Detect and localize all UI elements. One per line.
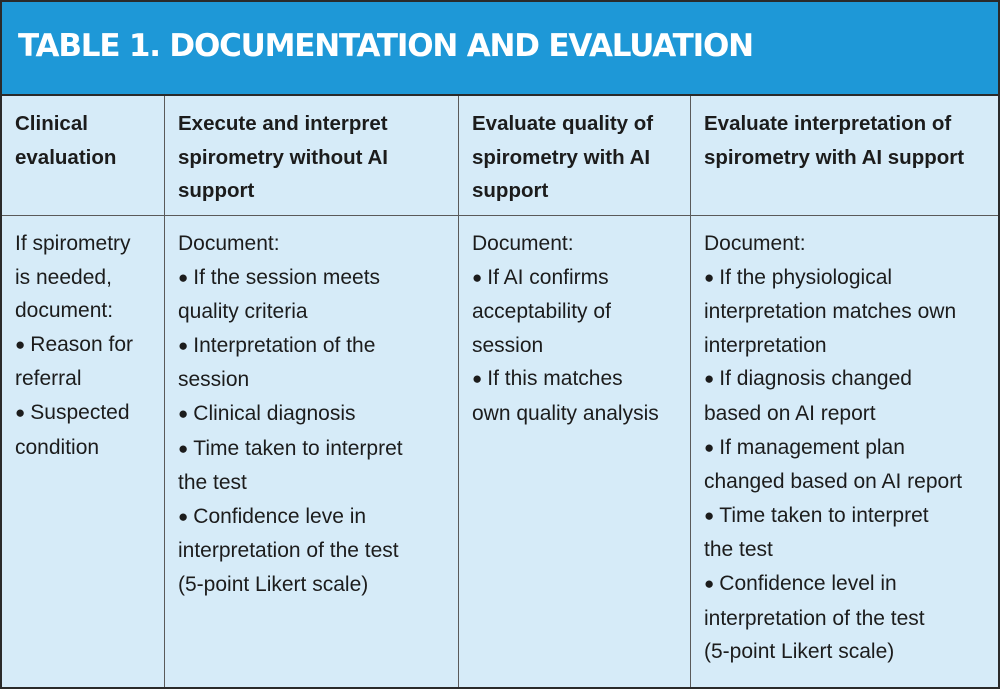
text-line: the test: [178, 471, 247, 495]
text-line: referral: [15, 367, 82, 391]
header-interpretation-with-ai: [691, 96, 998, 174]
bullet-item: ● Clinical diagnosis: [178, 397, 458, 432]
cell-interpretation-with-ai: [691, 216, 998, 669]
text-line: condition: [15, 435, 100, 459]
title-bar: [2, 2, 998, 96]
bullet-item: ● If the session meets: [178, 261, 458, 296]
bullet-item: ● Interpretation of the: [178, 329, 458, 364]
text-line: quality criteria: [178, 300, 308, 324]
bullet-item: ● Time taken to interpret: [178, 432, 458, 467]
header-without-ai: [165, 96, 458, 208]
header-line: support: [178, 179, 255, 203]
bullet-item: ● Confidence level in: [704, 567, 998, 602]
header-line: Execute and interpret: [178, 112, 388, 135]
text-line: Document:: [178, 232, 280, 255]
text-line: (5-point Likert scale): [704, 640, 895, 664]
cell-clinical-evaluation: [2, 216, 164, 464]
text-line: (5-point Likert scale): [178, 572, 369, 596]
text-line: interpretation of the test: [178, 539, 399, 563]
text-line: is needed,: [15, 265, 112, 289]
bullet-item: ● If AI confirms: [472, 261, 690, 296]
bullet-item: ● If this matches: [472, 362, 690, 397]
header-quality-with-ai: [459, 96, 690, 208]
header-line: spirometry with AI: [472, 145, 651, 169]
text-line: session: [472, 333, 544, 357]
text-line: based on AI report: [704, 401, 876, 425]
text-line: interpretation matches own: [704, 300, 957, 324]
header-line: Clinical: [15, 112, 88, 135]
text-line: interpretation of the test: [704, 606, 925, 630]
bullet-item: ● Suspected: [15, 396, 164, 431]
header-clinical-evaluation: [2, 96, 164, 174]
text-line: acceptability of: [472, 300, 611, 324]
bullet-item: ● If the physiological: [704, 261, 998, 296]
text-line: session: [178, 368, 250, 392]
header-line: evaluation: [15, 145, 117, 169]
text-line: If spirometry: [15, 232, 131, 255]
bullet-item: ● If diagnosis changed: [704, 362, 998, 397]
header-line: support: [472, 179, 549, 203]
text-line: document:: [15, 299, 114, 323]
table-title: TABLE 1. DOCUMENTATION AND EVALUATION: [18, 28, 753, 64]
table-grid: [2, 96, 998, 687]
cell-quality-with-ai: [459, 216, 690, 431]
header-line: Evaluate quality of: [472, 112, 654, 135]
header-line: spirometry without AI: [178, 145, 388, 169]
text-line: the test: [704, 538, 773, 562]
header-line: spirometry with AI support: [704, 145, 965, 169]
bullet-item: ● If management plan: [704, 431, 998, 466]
bullet-item: ● Confidence leve in: [178, 500, 458, 535]
cell-without-ai: [165, 216, 458, 602]
bullet-item: ● Reason for: [15, 328, 164, 363]
text-line: Document:: [472, 232, 574, 255]
header-line: Evaluate interpretation of: [704, 112, 952, 135]
text-line: changed based on AI report: [704, 470, 963, 494]
bullet-item: ● Time taken to interpret: [704, 499, 998, 534]
text-line: Document:: [704, 232, 806, 255]
text-line: interpretation: [704, 333, 827, 357]
text-line: own quality analysis: [472, 401, 659, 425]
